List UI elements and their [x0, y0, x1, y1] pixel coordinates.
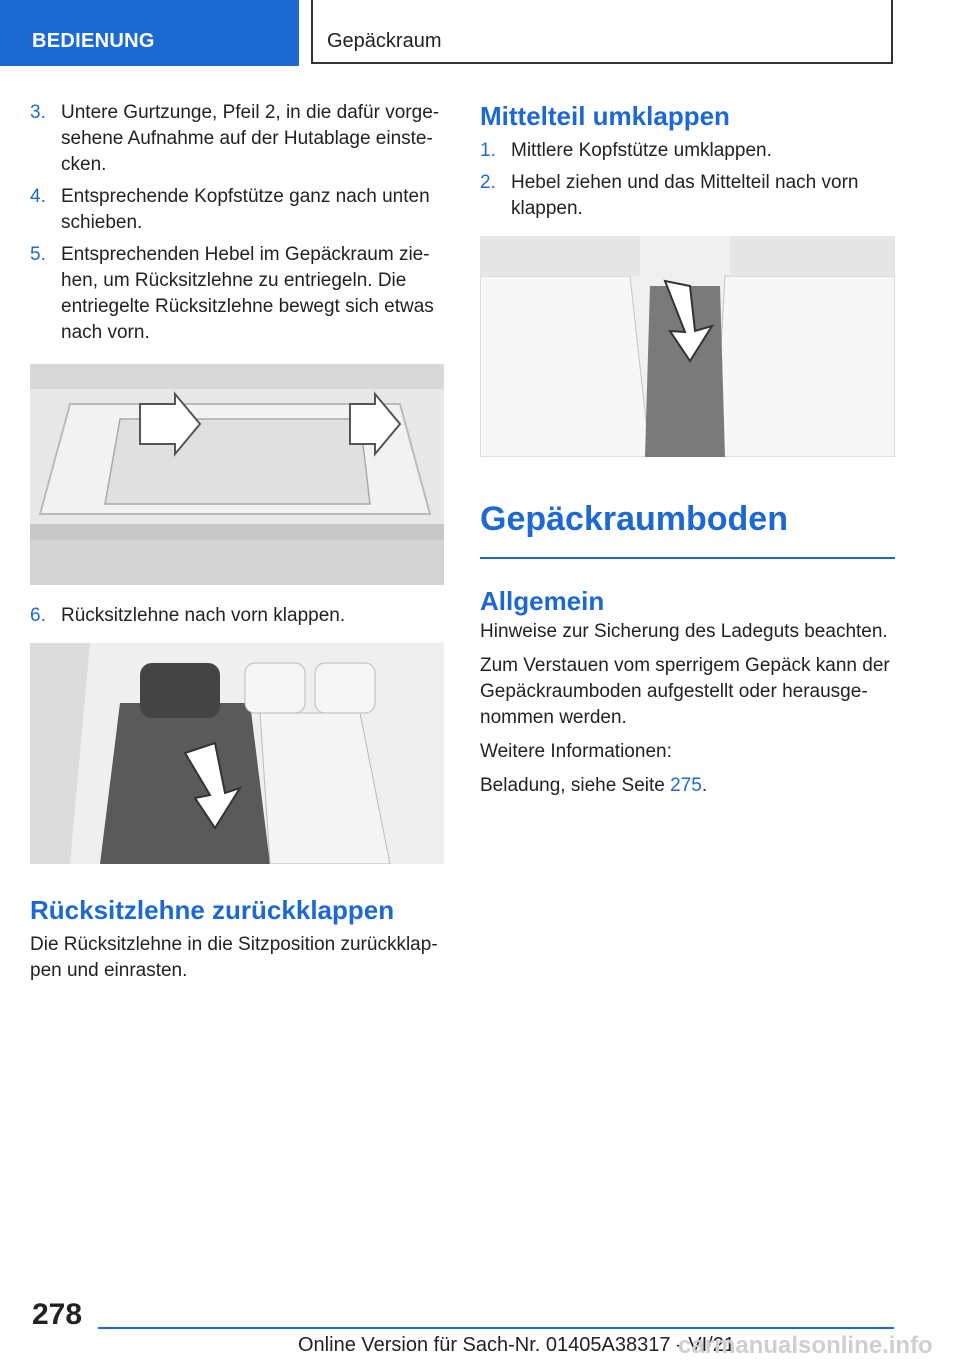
header-topic-box [311, 0, 893, 64]
section-text: Die Rücksitzlehne in die Sitzposition zurückklappen und einrasten. [30, 934, 438, 981]
left-column [30, 100, 444, 984]
footer-rule [98, 1327, 894, 1329]
reference-prefix: Beladung, siehe Seite [480, 775, 671, 796]
reference-page-link[interactable]: 275 [670, 775, 702, 796]
paragraph: Hinweise zur Sicherung des Ladeguts beachten. [480, 621, 888, 642]
step-list-b [30, 603, 444, 629]
step-number: 5. [30, 244, 46, 265]
step-item [480, 170, 895, 222]
watermark: carmanualsonline.info [678, 1332, 933, 1359]
step-number: 4. [30, 186, 46, 207]
step-number: 3. [30, 102, 46, 123]
chapter-rule [480, 557, 895, 559]
rear-seat-fold-illustration [30, 643, 444, 864]
chapter-title: Gepäckraumboden [480, 500, 788, 538]
footer-online-version: Online Version für Sach-Nr. 01405A38317 - VI/21 [298, 1334, 735, 1356]
step-text: Entsprechende Kopfstütze ganz nach unten schieben. [61, 186, 430, 233]
sub-title-general: Allgemein [480, 586, 605, 616]
header-section-tab [0, 0, 299, 66]
step-text: Untere Gurtzunge, Pfeil 2, in die dafür vorgesehene Aufnahme auf der Hutablage einstecken. [61, 102, 440, 175]
right-column [480, 100, 895, 799]
step-number: 6. [30, 605, 46, 626]
paragraph: Weitere Informationen: [480, 741, 672, 762]
step-item [30, 100, 444, 178]
section-title-rear-backrest: Rücksitzlehne zurückklappen [30, 895, 395, 925]
middle-section-illustration [480, 236, 895, 457]
step-text: Mittlere Kopfstütze umklappen. [511, 140, 772, 161]
page-reference [480, 773, 895, 799]
page-number: 278 [32, 1298, 83, 1331]
reference-suffix: . [701, 775, 708, 796]
step-number: 1. [480, 140, 496, 161]
step-item [30, 603, 444, 629]
step-item [30, 184, 444, 236]
paragraph: Zum Verstauen vom sperrigem Gepäck kann der Gepäckraumboden aufgestellt oder herausgenommen werden. [480, 655, 890, 728]
header-topic-label: Gepäckraum [327, 30, 442, 52]
step-text: Rücksitzlehne nach vorn klappen. [61, 605, 346, 626]
step-number: 2. [480, 172, 496, 193]
step-text: Entsprechenden Hebel im Gepäckraum ziehen, um Rücksitzlehne zu entriegeln. Die entriegelte Rücksitzlehne bewegt sich etwas nach vorn. [61, 244, 434, 343]
section-title-middle-section: Mittelteil umklappen [480, 101, 730, 131]
step-list-right [480, 138, 895, 222]
step-item [480, 138, 895, 164]
trunk-illustration [30, 364, 444, 585]
header-section-label: BEDIENUNG [32, 30, 155, 52]
step-item [30, 242, 444, 346]
step-text: Hebel ziehen und das Mittelteil nach vorn klappen. [511, 172, 859, 219]
step-list-a [30, 100, 444, 346]
